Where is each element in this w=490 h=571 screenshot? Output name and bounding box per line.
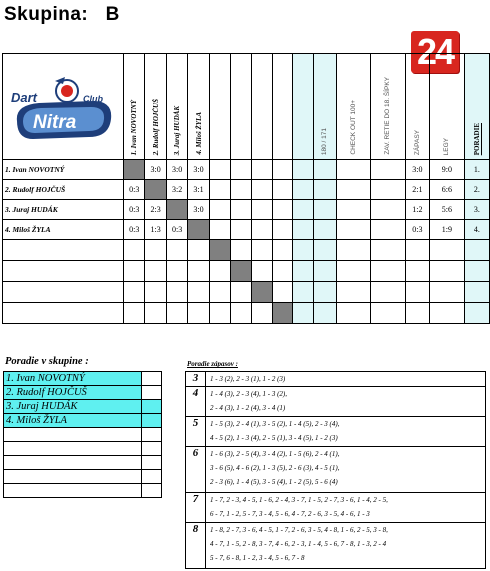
table-row: [186, 523, 486, 569]
round-line: 2 - 3 (6), 1 - 4 (5), 3 - 5 (4), 1 - 2 (5), 5 - 6 (4): [210, 478, 338, 486]
poradie-cell: 1.: [464, 160, 489, 180]
brand-24-badge: 24: [411, 31, 459, 73]
player-name: 4. Miloš ŽYLA: [3, 220, 124, 240]
table-row: [186, 372, 486, 387]
table-row: [186, 447, 486, 493]
col-header-player-3: 3. Juraj HUDÁK: [166, 54, 187, 160]
col-header-player-4: 4. Miloš ŽYLA: [188, 54, 209, 160]
table-row: [3, 282, 490, 303]
round-line: 1 - 4 (3), 2 - 3 (4), 1 - 3 (2),: [210, 390, 287, 398]
col-header-player-1: 1. Ivan NOVOTNÝ: [124, 54, 145, 160]
zapasy-cell: 1:2: [405, 200, 429, 220]
standings-item: 1. Ivan NOVOTNÝ: [4, 372, 142, 386]
score-cell: 0:3: [124, 200, 145, 220]
table-row: [3, 180, 490, 200]
score-cell: 3:0: [145, 160, 166, 180]
col-header-zapasy: ZÁPASY: [405, 54, 429, 160]
table-row: [3, 303, 490, 324]
dart-club-nitra-logo: [3, 57, 123, 157]
table-row: [186, 417, 486, 447]
table-row: [186, 387, 486, 417]
score-cell: 3:0: [188, 160, 209, 180]
round-line: 1 - 8, 2 - 7, 3 - 6, 4 - 5, 1 - 7, 2 - 6, 3 - 5, 4 - 8, 1 - 6, 2 - 5, 3 - 8,: [210, 526, 388, 534]
list-item: [4, 386, 162, 400]
score-cell: 2:3: [145, 200, 166, 220]
table-row: [3, 261, 490, 282]
logo-dart-text: Dart: [11, 89, 38, 105]
logo-cell: [3, 54, 124, 160]
col-header-player-2: 2. Rudolf HOJČUŠ: [145, 54, 166, 160]
round-number: 6: [186, 447, 206, 493]
zapasy-cell: 0:3: [405, 220, 429, 240]
score-cell: 1:3: [145, 220, 166, 240]
page-title: Skupina: B: [4, 4, 120, 25]
score-cell: 3:2: [166, 180, 187, 200]
pairings-table: [185, 371, 486, 569]
round-number: 4: [186, 387, 206, 417]
score-cell: 0:3: [166, 220, 187, 240]
legy-cell: 6:6: [430, 180, 465, 200]
round-line: 1 - 3 (2), 2 - 3 (1), 1 - 2 (3): [210, 375, 286, 383]
zapasy-cell: 2:1: [405, 180, 429, 200]
col-header-checkout: CHECK OUT 100+: [336, 54, 371, 160]
standings-item: 3. Juraj HUDÁK: [4, 400, 142, 414]
logo-club-text: Club: [83, 93, 103, 104]
poradie-cell: 4.: [464, 220, 489, 240]
round-number: 8: [186, 523, 206, 569]
list-item: [4, 400, 162, 414]
logo-nitra-text: Nitra: [33, 111, 77, 133]
pairings-title: Poradie zápasov :: [187, 360, 238, 368]
legy-cell: 5:6: [430, 200, 465, 220]
round-number: 3: [186, 372, 206, 387]
round-number: 5: [186, 417, 206, 447]
score-cell: 0:3: [124, 220, 145, 240]
standings-table: [3, 371, 162, 498]
standings-item: 2. Rudolf HOJČUŠ: [4, 386, 142, 400]
score-cell: 3:0: [188, 200, 209, 220]
player-name: 2. Rudolf HOJČUŠ: [3, 180, 124, 200]
col-header-zavretie: ZAV. RETIE DO 18. ŠÍPKY: [371, 54, 406, 160]
legy-cell: 1:9: [430, 220, 465, 240]
col-header-poradie: PORADIE: [464, 54, 489, 160]
round-line: 5 - 7, 6 - 8, 1 - 2, 3 - 4, 5 - 6, 7 - 8: [210, 554, 305, 562]
player-name: 3. Juraj HUDÁK: [3, 200, 124, 220]
player-name: 1. Ivan NOVOTNÝ: [3, 160, 124, 180]
standings-item: 4. Miloš ŽYLA: [4, 414, 142, 428]
col-header-180-171: 180 / 171: [314, 54, 336, 160]
table-row: [3, 220, 490, 240]
round-line: 1 - 5 (3), 2 - 4 (1), 3 - 5 (2), 1 - 4 (5), 2 - 3 (4),: [210, 420, 340, 428]
list-item: [4, 372, 162, 386]
results-table: [2, 53, 490, 324]
legy-cell: 9:0: [430, 160, 465, 180]
round-line: 1 - 7, 2 - 3, 4 - 5, 1 - 6, 2 - 4, 3 - 7, 1 - 5, 2 - 7, 3 - 6, 1 - 4, 2 - 5,: [210, 496, 388, 504]
round-line: 4 - 7, 1 - 5, 2 - 8, 3 - 7, 4 - 6, 2 - 3, 1 - 4, 5 - 6, 7 - 8, 1 - 3, 2 - 4: [210, 540, 387, 548]
table-row: [3, 200, 490, 220]
score-cell: 3:1: [188, 180, 209, 200]
col-header-legy: LEGY: [430, 54, 465, 160]
round-line: 3 - 6 (5), 4 - 6 (2), 1 - 3 (5), 2 - 6 (3), 4 - 5 (1),: [210, 464, 340, 472]
table-row: [186, 493, 486, 523]
score-cell: 3:0: [166, 160, 187, 180]
poradie-cell: 3.: [464, 200, 489, 220]
round-line: 6 - 7, 1 - 2, 5 - 7, 3 - 4, 5 - 6, 4 - 7, 2 - 6, 3 - 5, 4 - 6, 1 - 3: [210, 510, 370, 518]
table-row: [3, 160, 490, 180]
round-number: 7: [186, 493, 206, 523]
zapasy-cell: 3:0: [405, 160, 429, 180]
round-line: 4 - 5 (2), 1 - 3 (4), 2 - 5 (1), 3 - 4 (5), 1 - 2 (3): [210, 434, 338, 442]
round-line: 1 - 6 (3), 2 - 5 (4), 3 - 4 (2), 1 - 5 (6), 2 - 4 (1),: [210, 450, 340, 458]
table-row: [3, 240, 490, 261]
round-line: 2 - 4 (3), 1 - 2 (4), 3 - 4 (1): [210, 404, 286, 412]
standings-title: Poradie v skupine :: [5, 356, 89, 367]
score-cell: 0:3: [124, 180, 145, 200]
poradie-cell: 2.: [464, 180, 489, 200]
list-item: [4, 414, 162, 428]
